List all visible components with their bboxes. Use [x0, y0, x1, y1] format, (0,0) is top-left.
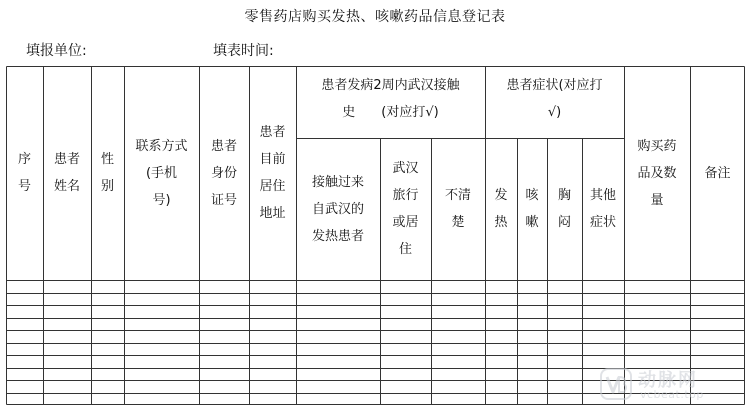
header-cough: 咳 嗽: [525, 188, 539, 230]
header-address: 患者 目前 居住 地址: [259, 125, 286, 221]
header-contact-fever-patient: 接触过来 自武汉的 发热患者: [311, 174, 364, 244]
header-gender: 性 别: [100, 152, 114, 194]
vcbeat-logo-icon: [600, 368, 632, 400]
header-wuhan-travel: 武汉 旅行 或居 住: [392, 161, 419, 257]
header-other-symptoms: 其他 症状: [589, 188, 616, 230]
registration-table: [6, 66, 745, 405]
header-remarks: 备注: [704, 165, 731, 181]
header-purchase: 购买药 品及数 量: [637, 138, 677, 208]
watermark-text: 动脉网: [638, 370, 698, 391]
header-name: 患者 姓名: [53, 152, 80, 194]
header-unknown: 不清 楚: [444, 188, 471, 230]
document-title: 零售药店购买发热、咳嗽药品信息登记表: [244, 9, 506, 25]
watermark: [600, 366, 740, 404]
header-symptoms: 患者症状(对应打 √): [506, 78, 603, 120]
header-seq: 序 号: [17, 152, 31, 194]
header-fever: 发 热: [494, 188, 508, 230]
watermark-url: vcbeat.top: [640, 388, 704, 401]
unit-label: 填报单位:: [26, 43, 87, 59]
header-chest-tightness: 胸 闷: [557, 188, 571, 230]
header-id: 患者 身份 证号: [210, 138, 237, 208]
time-label: 填表时间:: [213, 43, 274, 59]
header-contact: 联系方式 (手机 号): [135, 138, 188, 208]
header-contact-history: 患者发病2周内武汉接触 史 (对应打√): [321, 78, 460, 120]
